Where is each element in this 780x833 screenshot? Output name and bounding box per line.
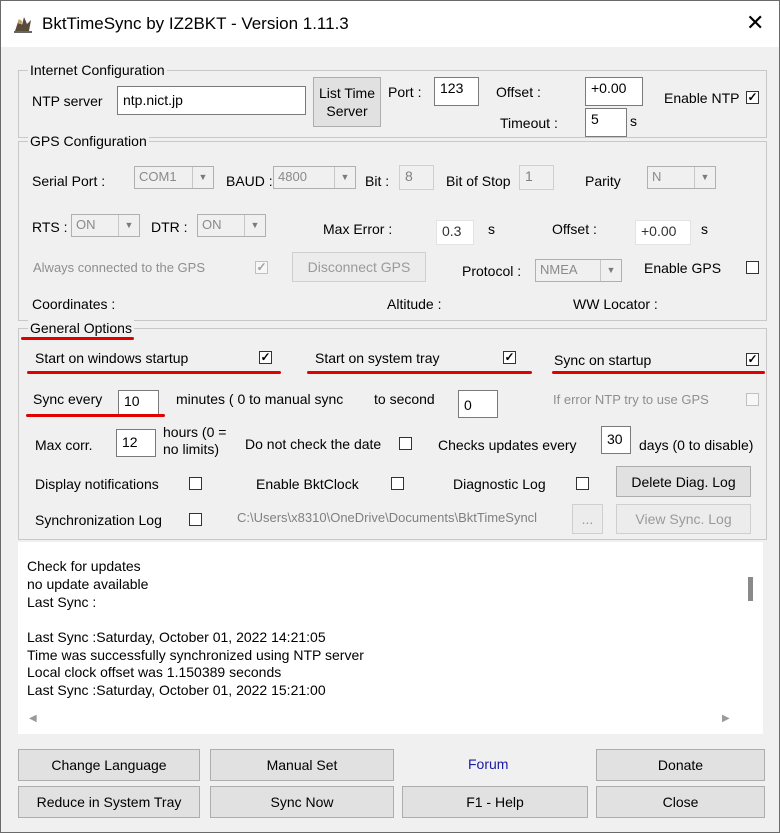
bit-label: Bit : (365, 173, 390, 189)
list-time-server-line1: List Time (318, 85, 375, 101)
if-error-ntp-checkbox[interactable] (746, 393, 759, 406)
internet-offset-label: Offset : (496, 84, 541, 100)
protocol-value: NMEA (540, 262, 578, 277)
gps-offset-unit: s (701, 221, 708, 237)
log-line: Local clock offset was 1.150389 seconds (27, 664, 282, 680)
reduce-system-tray-button[interactable]: Reduce in System Tray (18, 786, 200, 818)
rts-label: RTS : (32, 219, 68, 235)
check-updates-input[interactable]: 30 (601, 426, 631, 454)
minutes-label: minutes ( 0 to manual sync (176, 391, 344, 407)
display-notifications-label: Display notifications (35, 476, 159, 492)
rts-value: ON (76, 217, 96, 232)
bit-of-stop-label: Bit of Stop (446, 173, 511, 189)
protocol-select[interactable] (535, 259, 622, 282)
browse-log-button[interactable]: ... (572, 504, 603, 534)
display-notifications-checkbox[interactable] (189, 477, 202, 490)
close-button[interactable]: Close (596, 786, 765, 818)
to-second-label: to second (374, 391, 435, 407)
enable-bktclock-label: Enable BktClock (256, 476, 359, 492)
annotation-underline (21, 337, 134, 340)
check-updates-label: Checks updates every (438, 437, 577, 453)
sync-startup-checkbox[interactable]: ✓ (747, 352, 758, 366)
serial-port-label: Serial Port : (32, 173, 106, 189)
timeout-input[interactable]: 5 (585, 108, 627, 137)
baud-value: 4800 (278, 169, 307, 184)
enable-gps-checkbox[interactable] (746, 261, 759, 274)
log-line: Check for updates (27, 558, 141, 574)
forum-link[interactable]: Forum (468, 756, 509, 772)
log-line: Last Sync :Saturday, October 01, 2022 15:21:00 (27, 682, 326, 698)
start-windows-label: Start on windows startup (35, 350, 189, 366)
sync-startup-label: Sync on startup (554, 352, 652, 368)
enable-ntp-checkbox[interactable]: ✓ (747, 90, 758, 104)
sync-every-input[interactable]: 10 (118, 390, 159, 415)
annotation-underline (307, 371, 532, 374)
vertical-scrollbar-thumb[interactable] (748, 577, 753, 601)
altitude-label: Altitude : (387, 296, 442, 312)
log-line: Last Sync : (27, 594, 97, 610)
donate-button[interactable]: Donate (596, 749, 765, 781)
app-logo-icon (13, 15, 33, 33)
gps-offset-label: Offset : (552, 221, 597, 237)
diagnostic-log-checkbox[interactable] (576, 477, 589, 490)
enable-ntp-label: Enable NTP (664, 90, 740, 106)
always-connected-label: Always connected to the GPS (33, 260, 205, 275)
dtr-value: ON (202, 217, 222, 232)
gps-offset-input[interactable]: +0.00 (635, 220, 691, 245)
chevron-down-icon: ▼ (334, 167, 355, 188)
sync-every-label: Sync every (33, 391, 103, 407)
ntp-server-input[interactable]: ntp.nict.jp (117, 86, 306, 115)
list-time-server-button[interactable] (313, 77, 381, 127)
chevron-down-icon: ▼ (192, 167, 213, 188)
internet-config-legend: Internet Configuration (30, 62, 165, 78)
ntp-server-label: NTP server (32, 93, 103, 109)
view-sync-log-button[interactable]: View Sync. Log (616, 504, 751, 534)
chevron-down-icon: ▼ (118, 215, 139, 236)
parity-label: Parity (585, 173, 621, 189)
timeout-unit: s (630, 113, 637, 129)
if-error-ntp-label: If error NTP try to use GPS (553, 392, 709, 407)
manual-set-button[interactable]: Manual Set (210, 749, 394, 781)
hours-label-line1: hours (0 = (163, 424, 227, 440)
bit-of-stop-input[interactable]: 1 (519, 165, 554, 190)
parity-select[interactable] (647, 166, 716, 189)
scroll-right-icon[interactable]: ▶ (722, 713, 730, 724)
chevron-down-icon: ▼ (244, 215, 265, 236)
internet-offset-input[interactable]: +0.00 (585, 77, 643, 106)
annotation-underline (26, 414, 165, 417)
start-tray-label: Start on system tray (315, 350, 440, 366)
window-title: BktTimeSync by IZ2BKT - Version 1.11.3 (42, 14, 349, 33)
max-error-unit: s (488, 221, 495, 237)
always-connected-checkbox[interactable]: ✓ (256, 260, 267, 274)
dtr-select[interactable] (197, 214, 266, 237)
baud-select[interactable] (273, 166, 356, 189)
coordinates-label: Coordinates : (32, 296, 116, 312)
start-tray-checkbox[interactable]: ✓ (504, 350, 515, 364)
baud-label: BAUD : (226, 173, 273, 189)
disconnect-gps-button[interactable]: Disconnect GPS (292, 252, 426, 282)
max-error-label: Max Error : (323, 221, 393, 237)
max-corr-input[interactable]: 12 (116, 429, 156, 457)
serial-port-value: COM1 (139, 169, 177, 184)
days-label: days (0 to disable) (639, 437, 754, 453)
log-line: Last Sync :Saturday, October 01, 2022 14:21:05 (27, 629, 326, 645)
start-windows-checkbox[interactable]: ✓ (260, 350, 271, 364)
chevron-down-icon: ▼ (600, 260, 621, 281)
diagnostic-log-label: Diagnostic Log (453, 476, 546, 492)
enable-bktclock-checkbox[interactable] (391, 477, 404, 490)
list-time-server-line2: Server (326, 103, 368, 119)
delete-diag-log-button[interactable]: Delete Diag. Log (616, 466, 751, 497)
log-output[interactable] (18, 542, 763, 734)
change-language-button[interactable]: Change Language (18, 749, 200, 781)
hours-label-line2: no limits) (163, 441, 220, 457)
annotation-underline (552, 371, 765, 374)
port-input[interactable]: 123 (434, 77, 479, 106)
help-button[interactable]: F1 - Help (402, 786, 588, 818)
annotation-underline (27, 371, 281, 374)
title-bar[interactable] (1, 1, 779, 47)
no-check-date-label: Do not check the date (245, 436, 382, 452)
scroll-left-icon[interactable]: ◀ (29, 713, 37, 724)
sync-log-checkbox[interactable] (189, 513, 202, 526)
log-line: no update available (27, 576, 149, 592)
timeout-label: Timeout : (500, 115, 558, 131)
sync-now-button[interactable]: Sync Now (210, 786, 394, 818)
parity-value: N (652, 169, 662, 184)
window-close-icon[interactable]: ✕ (746, 10, 765, 35)
max-error-input[interactable]: 0.3 (436, 220, 474, 245)
general-options-legend: General Options (30, 320, 132, 336)
dtr-label: DTR : (151, 219, 188, 235)
to-second-input[interactable]: 0 (458, 390, 498, 418)
enable-gps-label: Enable GPS (644, 260, 722, 276)
sync-log-path-input[interactable]: C:\Users\x8310\OneDrive\Documents\BktTimeSyncl (232, 505, 565, 532)
max-corr-label: Max corr. (35, 437, 93, 453)
protocol-label: Protocol : (462, 263, 522, 279)
hours-label (163, 424, 226, 458)
chevron-down-icon: ▼ (694, 167, 715, 188)
bit-input[interactable]: 8 (399, 165, 434, 190)
serial-port-select[interactable] (134, 166, 214, 189)
gps-config-legend: GPS Configuration (30, 133, 147, 149)
port-label: Port : (388, 84, 422, 100)
no-check-date-checkbox[interactable] (399, 437, 412, 450)
ww-locator-label: WW Locator : (573, 296, 658, 312)
rts-select[interactable] (71, 214, 140, 237)
sync-log-label: Synchronization Log (35, 512, 162, 528)
log-line: Time was successfully synchronized using NTP server (27, 647, 364, 663)
